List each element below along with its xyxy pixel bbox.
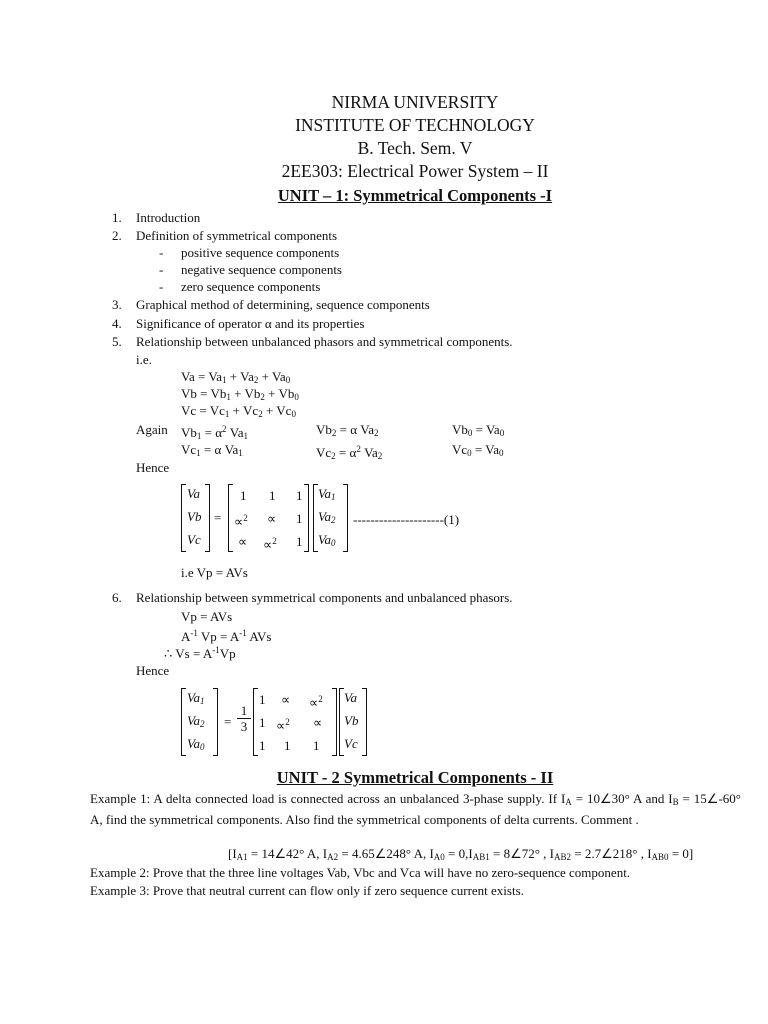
list-item-operator: Significance of operator α and its properties [136,316,365,331]
institute-name: INSTITUTE OF TECHNOLOGY [295,115,535,135]
hence-label-2: Hence [136,663,170,678]
list-item-definition: Definition of symmetrical components [136,228,338,243]
equation-vc1: $Vc_1 = \alpha$ $Va_1$ [181,442,243,458]
fraction-numerator: 1 [237,703,251,719]
sublist-dash: - [159,245,164,260]
list-item-relationship: Relationship between unbalanced phasors and symmetrical components. [136,334,513,349]
equation-vc0: $Vc_0 = Va_0$ [452,442,504,458]
unit1-title: UNIT – 1: Symmetrical Components -I [277,186,553,205]
fraction-denominator: 3 [240,719,248,734]
equation-vc2: $Vc_2 = \alpha^2$ $Va_2$ [316,444,383,461]
equation-marker-1: ---------------------(1) [353,512,460,527]
list-num-2: 2. [112,228,122,243]
example-3-text: Example 3: Prove that neutral current can flow only if zero sequence current exists. [90,883,524,898]
list-num-6: 6. [112,590,122,605]
equation-vs: ∴ $Vs = A^{-1}Vp$ [164,645,236,661]
course-title: 2EE303: Electrical Power System – II [281,161,549,181]
list-item-introduction: Introduction [136,210,201,225]
example-2-text: Example 2: Prove that the three line voltages Vab, Vbc and Vca will have no zero-sequence component. [90,865,631,880]
equation-vb: $Vb = Vb_1 + Vb_2 + Vb_0$ [181,386,299,402]
sublist-dash: - [159,279,164,294]
equation-vc: $Vc = Vc_1 + Vc_2 + Vc_0$ [181,403,296,419]
list-num-3: 3. [112,297,122,312]
unit2-title: UNIT - 2 Symmetrical Components - II [276,768,554,787]
document-page: NIRMA UNIVERSITY INSTITUTE OF TECHNOLOGY B. Tech. Sem. V 2EE303: Electrical Power System – II UNIT – 1: Symmetrical Components -I 1. Introduction 2. Definition of symmetrical components - positive sequence components - negative sequence components - zero sequence components 3. Graphical method of determining, sequence components 4. Significance of operator α and its properties 5. Relationship between unbalanced phasors and symmetrical components. i.e. $Va = Va_1 + Va_2 + Va_0$ $Vb = Vb_1 + Vb_2 + Vb_0$ $Vc = Vc_1 + Vc_2 + Vc_0$ Again $Vb_1 = \alpha^2$ $Va_1$ $Vb_2 = \alpha$ $Va_2$ $Vb_0 = Va_0$ $Vc_1 = \alpha$ $Va_1$ $Vc_2 = \alpha^2$ $Va_2$ $Vc_0 = Va_0$ Hence Va Vb Vc = 1 1 1 ∝$^2$ ∝ 1 ∝ ∝$^2$ 1 $Va_1$ $Va_2$ $Va_0$ ---------------------(1) i.e Vp = AVs 6. Relationship between symmetrical components and unbalanced phasors. Vp = AVs $A^{-1}$ $Vp = A^{-1}$ AVs ∴ $Vs = A^{-1}Vp$ Hence $Va_1$ $Va_2$ $Va_0$ = $\frac{1}{3}$ 1 ∝ ∝$^2$ 1 ∝$^2$ ∝ 1 1 1 Va Vb Vc UNIT - 2 Symmetrical Components - II Example 1: A delta connected load is connected across an unbalanced 3-phase supply. If $I_A$ = 10∠30° A and $I_B$ = 15∠-60° A, find the symmetrical components. Also find the symmetrical components of delta currents. Comment . [$I_{A1}$ = 14∠42° A, $I_{A2}$ = 4.65∠248° A, $I_{A0} = 0,I_{AB1}$ = 8∠72° , $I_{AB2}$ = 2.7∠218° , $I_{AB0} = 0$] Example 2: Prove that the three line voltages Vab, Vbc and Vca will have no zero-sequence component. Example 3: Prove that neutral current can flow only if zero sequence current exists. [0,0,768,1024]
example-1-text: Example 1: A delta connected load is connected across an unbalanced 3-phase supply. If $I_A$ = 10∠30° A and $I_B$ = 15∠-60° A, find the symmetrical components. Also find the symmetrical components of delta currents. Comment . [90,791,741,827]
ie-vp-equation: i.e Vp = AVs [181,565,248,580]
list-num-4: 4. [112,316,122,331]
list-item-inverse-relationship: Relationship between symmetrical components and unbalanced phasors. [136,590,513,605]
list-num-5: 5. [112,334,122,349]
again-label: Again [136,422,168,437]
equation-va: $Va = Va_1 + Va_2 + Va_0$ [181,369,291,385]
sublist-item-negative: negative sequence components [181,262,342,277]
hence-label: Hence [136,460,170,475]
program-name: B. Tech. Sem. V [357,138,473,158]
sublist-item-positive: positive sequence components [181,245,340,260]
university-name: NIRMA UNIVERSITY [331,92,499,112]
equation-vb2: $Vb_2 = \alpha$ $Va_2$ [316,422,379,438]
equation-ainv-vp: $A^{-1}$ $Vp = A^{-1}$ AVs [181,628,272,644]
sublist-item-zero: zero sequence components [181,279,321,294]
sublist-dash: - [159,262,164,277]
equation-vb1: $Vb_1 = \alpha^2$ $Va_1$ [181,424,249,441]
list-num-1: 1. [112,210,122,225]
equation-vb0: $Vb_0 = Va_0$ [452,422,505,438]
ie-label: i.e. [136,352,152,367]
example-1-answer: [$I_{A1}$ = 14∠42° A, $I_{A2}$ = 4.65∠248° A, $I_{A0} = 0,I_{AB1}$ = 8∠72° , $I_{AB2}$ = 2.7∠218° , $I_{AB0} = 0$] [228,846,694,862]
list-item-graphical: Graphical method of determining, sequence components [136,297,430,312]
equation-vp: Vp = AVs [181,609,233,624]
